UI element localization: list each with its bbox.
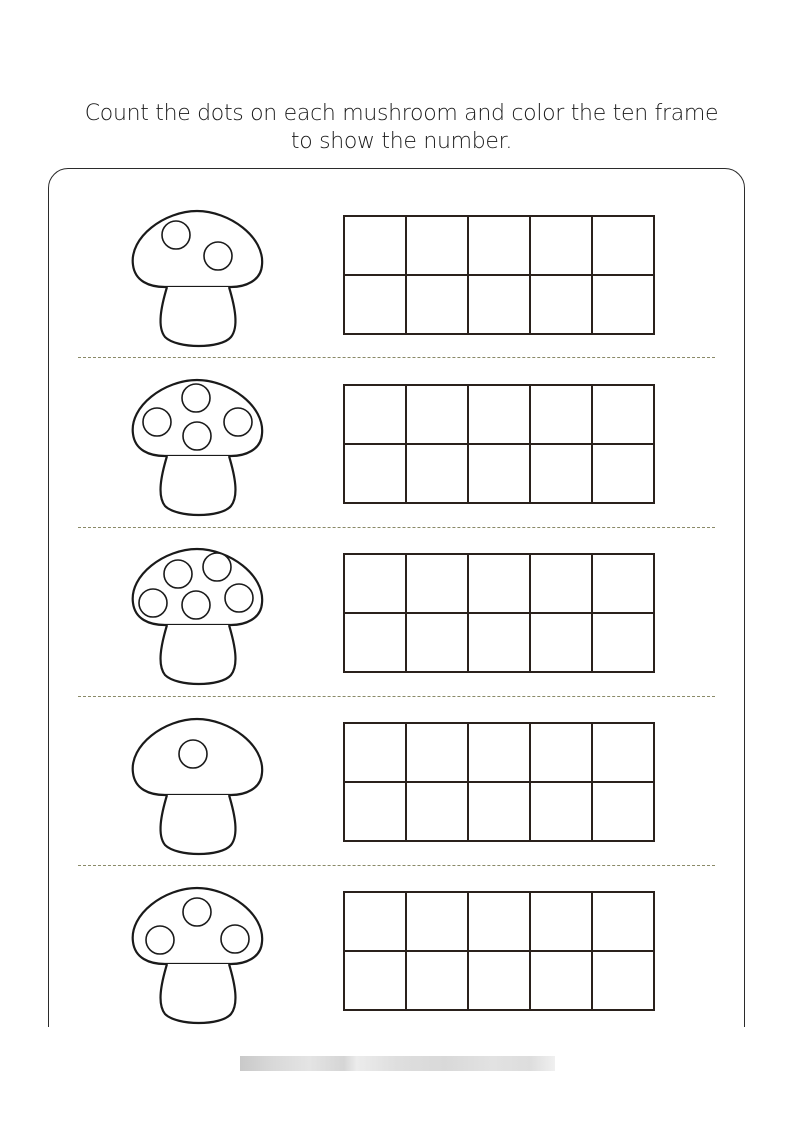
dashed-divider <box>78 357 715 358</box>
mushroom-icon-2-dots <box>125 203 270 353</box>
ten-frame-cell[interactable] <box>468 782 530 841</box>
ten-frame-2[interactable] <box>343 384 655 504</box>
ten-frame-cell[interactable] <box>530 216 592 275</box>
ten-frame-cell[interactable] <box>406 275 468 334</box>
ten-frame-cell[interactable] <box>468 385 530 444</box>
ten-frame-cell[interactable] <box>344 444 406 503</box>
ten-frame-cell[interactable] <box>592 275 654 334</box>
ten-frame-cell[interactable] <box>344 723 406 782</box>
instructions-line-1: Count the dots on each mushroom and color the ten frame <box>84 101 719 126</box>
ten-frame-cell[interactable] <box>344 782 406 841</box>
ten-frame-cell[interactable] <box>592 892 654 951</box>
ten-frame-3[interactable] <box>343 553 655 673</box>
ten-frame-cell[interactable] <box>406 554 468 613</box>
ten-frame-cell[interactable] <box>468 554 530 613</box>
ten-frame-cell[interactable] <box>530 385 592 444</box>
dashed-divider <box>78 527 715 528</box>
instructions <box>0 100 793 156</box>
ten-frame-cell[interactable] <box>530 951 592 1010</box>
ten-frame-4[interactable] <box>343 722 655 842</box>
ten-frame-cell[interactable] <box>530 723 592 782</box>
mushroom-icon-3-dots <box>125 880 270 1030</box>
ten-frame-cell[interactable] <box>592 554 654 613</box>
ten-frame-cell[interactable] <box>344 275 406 334</box>
dashed-divider <box>78 865 715 866</box>
ten-frame-cell[interactable] <box>592 613 654 672</box>
ten-frame-1[interactable] <box>343 215 655 335</box>
ten-frame-cell[interactable] <box>344 216 406 275</box>
ten-frame-cell[interactable] <box>530 892 592 951</box>
mushroom-icon-6-dots <box>125 541 270 691</box>
ten-frame-cell[interactable] <box>406 613 468 672</box>
instructions-line-2: to show the number. <box>290 129 513 154</box>
page-bottom-mask <box>0 1027 793 1122</box>
ten-frame-cell[interactable] <box>468 216 530 275</box>
ten-frame-cell[interactable] <box>406 951 468 1010</box>
ten-frame-cell[interactable] <box>468 951 530 1010</box>
ten-frame-cell[interactable] <box>468 275 530 334</box>
ten-frame-cell[interactable] <box>406 892 468 951</box>
ten-frame-cell[interactable] <box>344 892 406 951</box>
ten-frame-cell[interactable] <box>406 444 468 503</box>
ten-frame-cell[interactable] <box>592 951 654 1010</box>
blurred-watermark <box>240 1056 555 1071</box>
ten-frame-cell[interactable] <box>406 723 468 782</box>
ten-frame-cell[interactable] <box>406 216 468 275</box>
ten-frame-cell[interactable] <box>530 782 592 841</box>
ten-frame-cell[interactable] <box>468 444 530 503</box>
ten-frame-cell[interactable] <box>530 444 592 503</box>
ten-frame-cell[interactable] <box>406 385 468 444</box>
mushroom-icon-1-dot <box>125 711 270 861</box>
ten-frame-cell[interactable] <box>344 613 406 672</box>
ten-frame-cell[interactable] <box>344 554 406 613</box>
ten-frame-cell[interactable] <box>530 275 592 334</box>
mushroom-icon-5-dots <box>125 372 270 522</box>
ten-frame-cell[interactable] <box>592 782 654 841</box>
ten-frame-cell[interactable] <box>592 216 654 275</box>
dashed-divider <box>78 696 715 697</box>
ten-frame-5[interactable] <box>343 891 655 1011</box>
ten-frame-cell[interactable] <box>344 385 406 444</box>
ten-frame-cell[interactable] <box>344 951 406 1010</box>
ten-frame-cell[interactable] <box>468 892 530 951</box>
ten-frame-cell[interactable] <box>592 444 654 503</box>
ten-frame-cell[interactable] <box>468 723 530 782</box>
ten-frame-cell[interactable] <box>530 554 592 613</box>
ten-frame-cell[interactable] <box>592 385 654 444</box>
ten-frame-cell[interactable] <box>530 613 592 672</box>
ten-frame-cell[interactable] <box>468 613 530 672</box>
ten-frame-cell[interactable] <box>592 723 654 782</box>
ten-frame-cell[interactable] <box>406 782 468 841</box>
